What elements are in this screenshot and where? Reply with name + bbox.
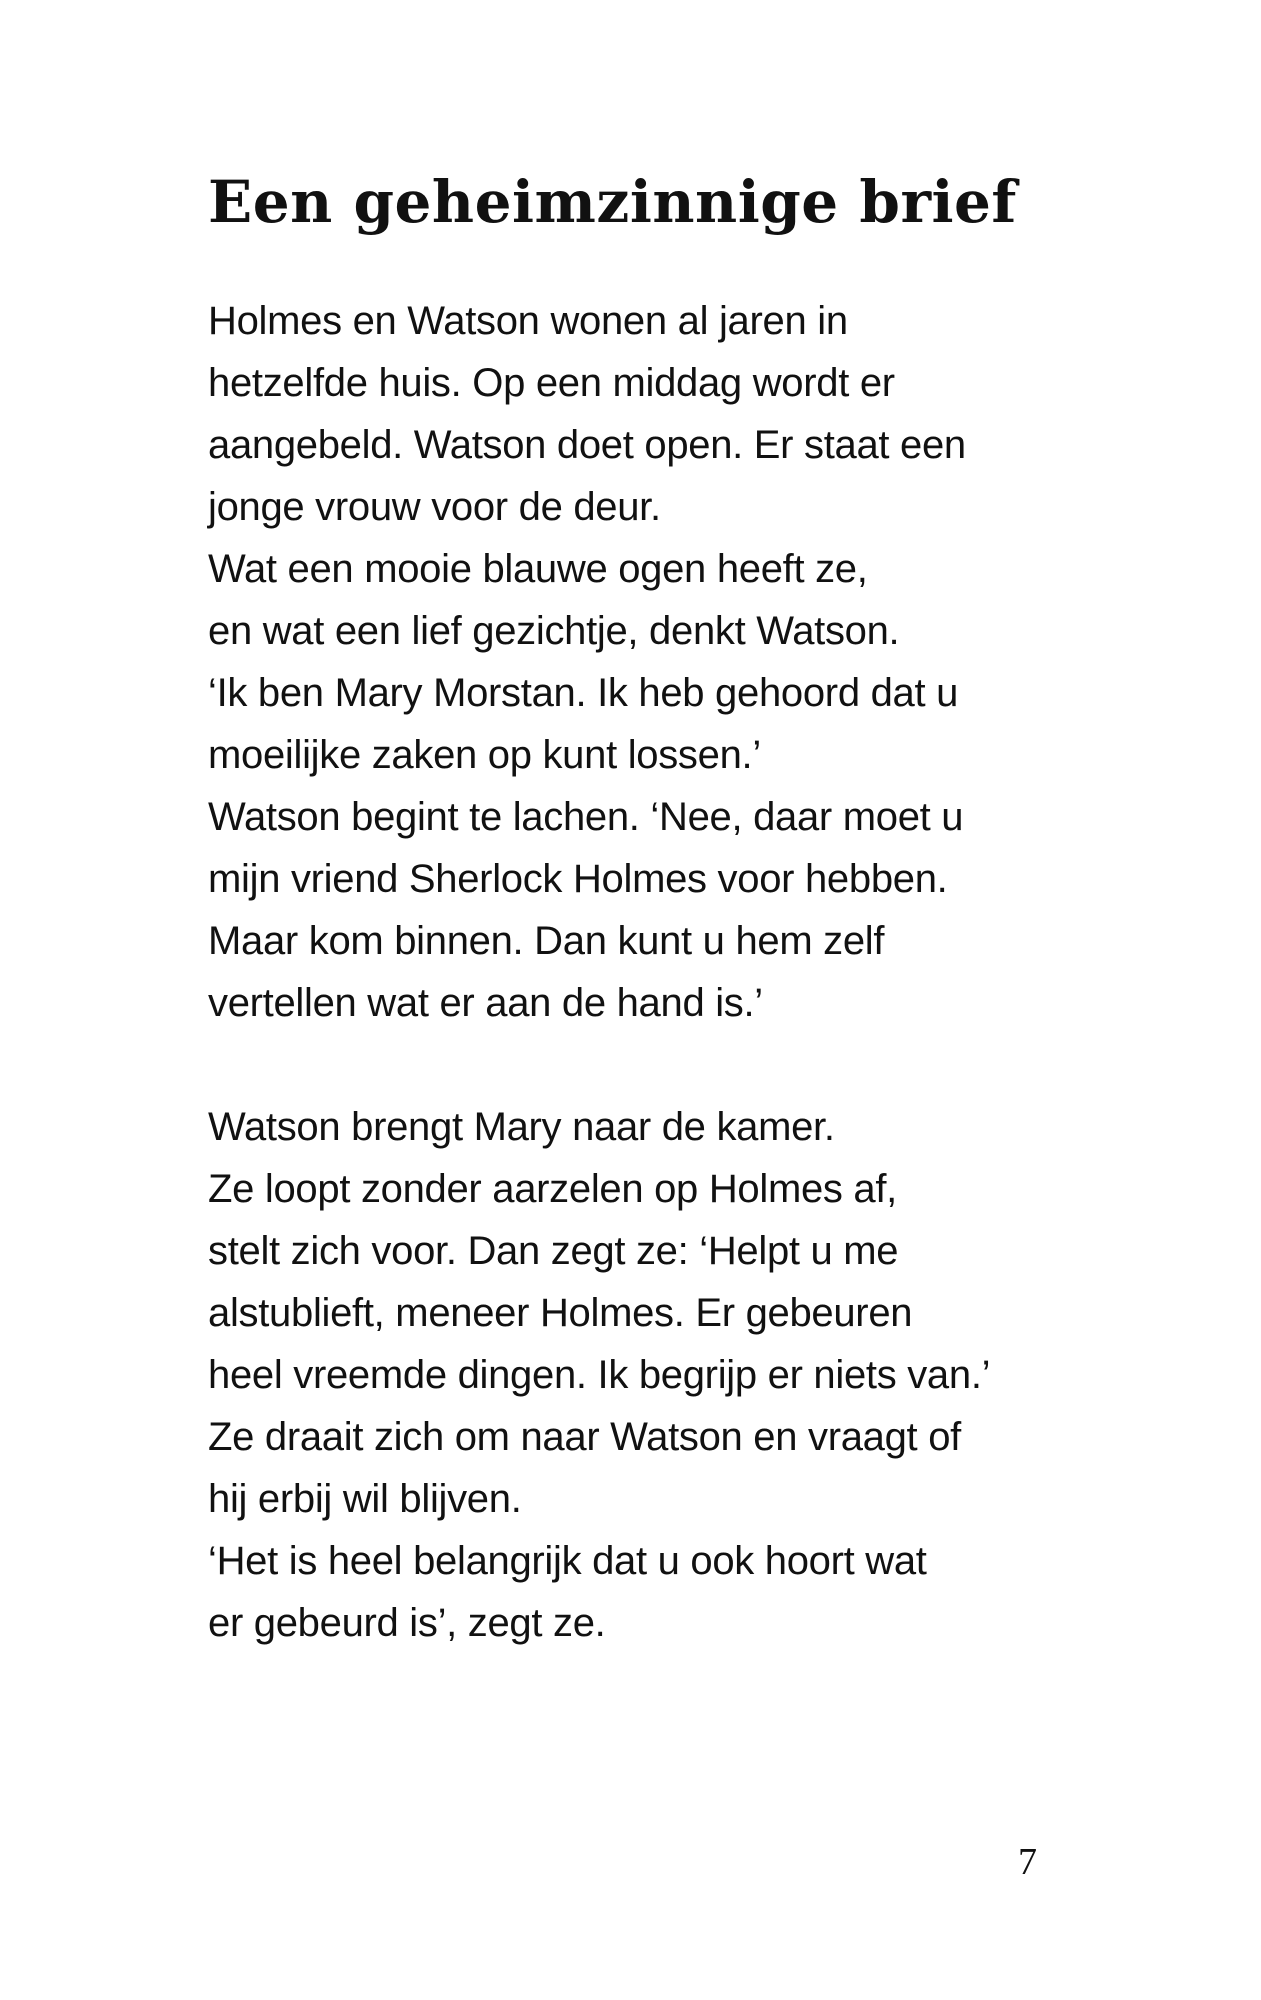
- text-line: jonge vrouw voor de deur.: [208, 485, 661, 529]
- text-line: ‘Het is heel belangrijk dat u ook hoort wat: [208, 1539, 927, 1583]
- text-line: mijn vriend Sherlock Holmes voor hebben.: [208, 857, 948, 901]
- text-line: Maar kom binnen. Dan kunt u hem zelf: [208, 919, 885, 963]
- text-line: Ze loopt zonder aarzelen op Holmes af,: [208, 1167, 897, 1211]
- chapter-title: Een geheimzinnige brief: [208, 168, 1017, 236]
- text-line: hetzelfde huis. Op een middag wordt er: [208, 361, 895, 405]
- text-line: moeilijke zaken op kunt lossen.’: [208, 733, 761, 777]
- text-line: stelt zich voor. Dan zegt ze: ‘Helpt u me: [208, 1229, 899, 1273]
- text-line: heel vreemde dingen. Ik begrijp er niets van.’: [208, 1353, 991, 1397]
- text-line: Wat een mooie blauwe ogen heeft ze,: [208, 547, 868, 591]
- page-number: 7: [1018, 1841, 1037, 1883]
- text-line: Watson brengt Mary naar de kamer.: [208, 1105, 835, 1149]
- text-line: Ze draait zich om naar Watson en vraagt of: [208, 1415, 961, 1459]
- text-line: hij erbij wil blijven.: [208, 1477, 522, 1521]
- text-line: er gebeurd is’, zegt ze.: [208, 1601, 606, 1645]
- text-line: en wat een lief gezichtje, denkt Watson.: [208, 609, 900, 653]
- text-line: vertellen wat er aan de hand is.’: [208, 981, 763, 1025]
- text-line: Watson begint te lachen. ‘Nee, daar moet u: [208, 795, 964, 839]
- text-line: ‘Ik ben Mary Morstan. Ik heb gehoord dat u: [208, 671, 959, 715]
- text-line: Holmes en Watson wonen al jaren in: [208, 299, 848, 343]
- text-line: aangebeld. Watson doet open. Er staat een: [208, 423, 966, 467]
- text-line: alstublieft, meneer Holmes. Er gebeuren: [208, 1291, 913, 1335]
